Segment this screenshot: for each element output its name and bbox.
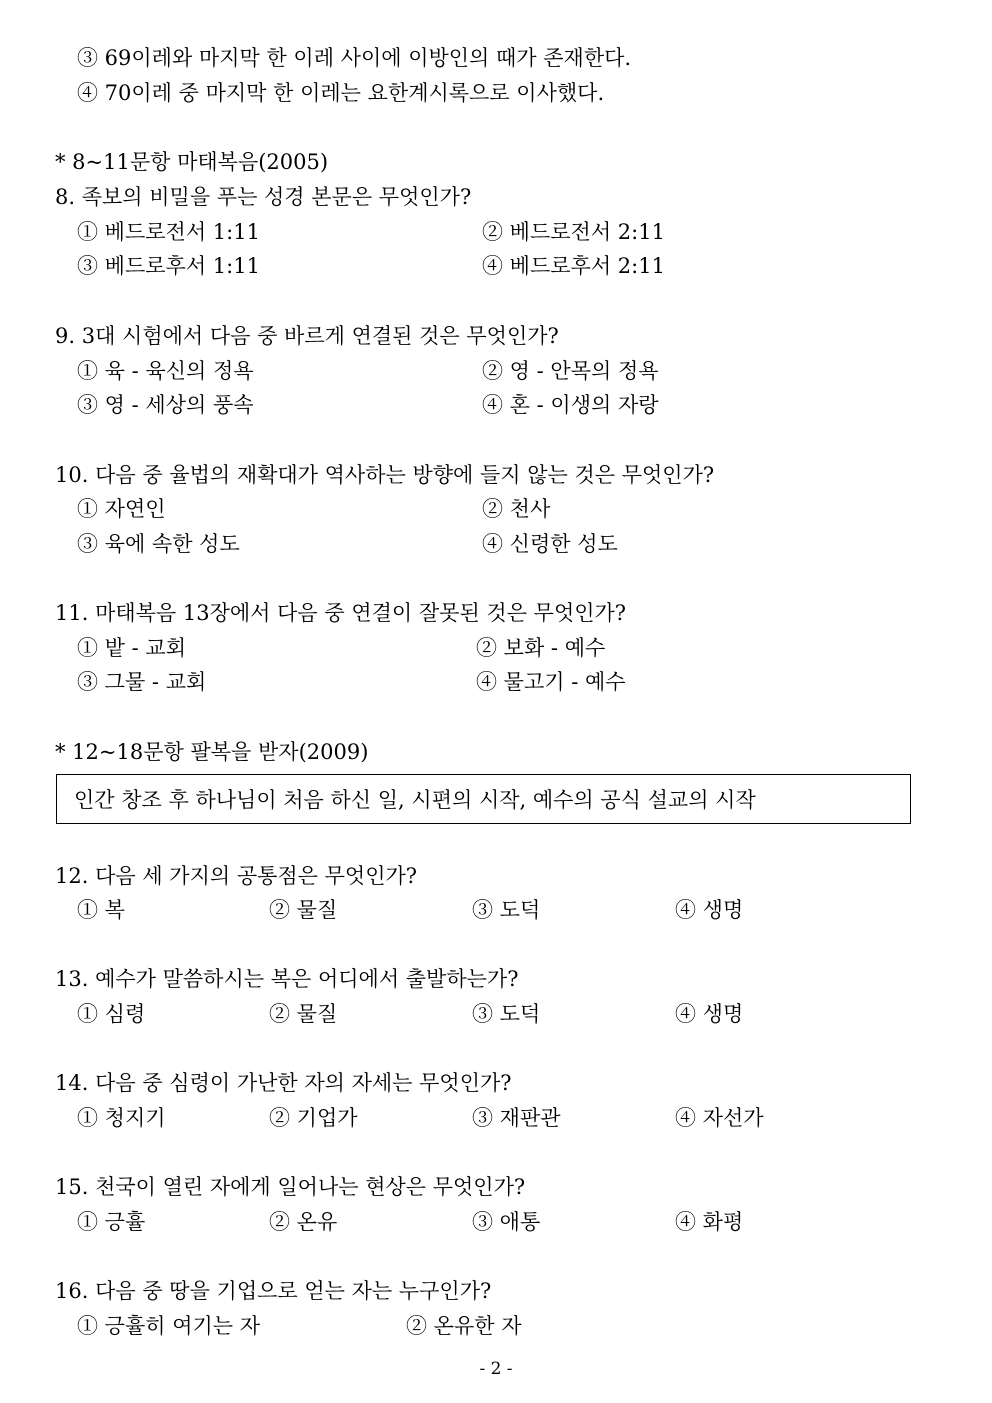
q11-option-1: ① 밭 - 교회 bbox=[77, 636, 186, 660]
q13-option-4: ④ 생명 bbox=[675, 1002, 744, 1026]
question-11: 11. 마태복음 13장에서 다음 중 연결이 잘못된 것은 무엇인가? bbox=[55, 601, 627, 625]
q16-option-1: ① 긍휼히 여기는 자 bbox=[77, 1314, 261, 1338]
q9-option-2: ② 영 - 안목의 정욕 bbox=[482, 359, 659, 383]
q9-option-1: ① 육 - 육신의 정욕 bbox=[77, 359, 254, 383]
question-8: 8. 족보의 비밀을 푸는 성경 본문은 무엇인가? bbox=[55, 185, 472, 209]
context-box-text: 인간 창조 후 하나님이 처음 하신 일, 시편의 시작, 예수의 공식 설교의 시작 bbox=[74, 788, 756, 812]
q12-option-3: ③ 도덕 bbox=[472, 898, 541, 922]
q13-option-1: ① 심령 bbox=[77, 1002, 146, 1026]
q14-option-2: ② 기업가 bbox=[269, 1106, 358, 1130]
question-12: 12. 다음 세 가지의 공통점은 무엇인가? bbox=[55, 864, 418, 888]
question-16: 16. 다음 중 땅을 기업으로 얻는 자는 누구인가? bbox=[55, 1279, 492, 1303]
q9-option-4: ④ 혼 - 이생의 자랑 bbox=[482, 393, 659, 417]
q12-option-4: ④ 생명 bbox=[675, 898, 744, 922]
q15-option-1: ① 긍휼 bbox=[77, 1210, 146, 1234]
q13-option-3: ③ 도덕 bbox=[472, 1002, 541, 1026]
q16-option-2: ② 온유한 자 bbox=[406, 1314, 522, 1338]
q11-option-3: ③ 그물 - 교회 bbox=[77, 670, 207, 694]
q10-option-3: ③ 육에 속한 성도 bbox=[77, 532, 240, 556]
q11-option-2: ② 보화 - 예수 bbox=[476, 636, 606, 660]
q11-option-4: ④ 물고기 - 예수 bbox=[476, 670, 626, 694]
q12-option-2: ② 물질 bbox=[269, 898, 338, 922]
question-9: 9. 3대 시험에서 다음 중 바르게 연결된 것은 무엇인가? bbox=[55, 324, 559, 348]
question-14: 14. 다음 중 심령이 가난한 자의 자세는 무엇인가? bbox=[55, 1071, 512, 1095]
q12-option-1: ① 복 bbox=[77, 898, 125, 922]
prev-option-4: ④ 70이레 중 마지막 한 이레는 요한계시록으로 이사했다. bbox=[77, 81, 605, 105]
q10-option-1: ① 자연인 bbox=[77, 497, 166, 521]
q10-option-2: ② 천사 bbox=[482, 497, 551, 521]
q15-option-4: ④ 화평 bbox=[675, 1210, 744, 1234]
question-13: 13. 예수가 말씀하시는 복은 어디에서 출발하는가? bbox=[55, 967, 519, 991]
q14-option-3: ③ 재판관 bbox=[472, 1106, 561, 1130]
prev-option-3: ③ 69이레와 마지막 한 이레 사이에 이방인의 때가 존재한다. bbox=[77, 46, 632, 70]
q15-option-3: ③ 애통 bbox=[472, 1210, 541, 1234]
q15-option-2: ② 온유 bbox=[269, 1210, 338, 1234]
q8-option-4: ④ 베드로후서 2:11 bbox=[482, 254, 665, 278]
q13-option-2: ② 물질 bbox=[269, 1002, 338, 1026]
page-number: - 2 - bbox=[479, 1359, 513, 1379]
section-heading-2: * 12~18문항 팔복을 받자(2009) bbox=[55, 740, 369, 764]
question-10: 10. 다음 중 율법의 재확대가 역사하는 방향에 들지 않는 것은 무엇인가? bbox=[55, 463, 715, 487]
q8-option-3: ③ 베드로후서 1:11 bbox=[77, 254, 260, 278]
question-15: 15. 천국이 열린 자에게 일어나는 현상은 무엇인가? bbox=[55, 1175, 526, 1199]
q8-option-2: ② 베드로전서 2:11 bbox=[482, 220, 665, 244]
q14-option-1: ① 청지기 bbox=[77, 1106, 166, 1130]
q14-option-4: ④ 자선가 bbox=[675, 1106, 764, 1130]
q8-option-1: ① 베드로전서 1:11 bbox=[77, 220, 260, 244]
q9-option-3: ③ 영 - 세상의 풍속 bbox=[77, 393, 254, 417]
q10-option-4: ④ 신령한 성도 bbox=[482, 532, 618, 556]
section-heading-1: * 8~11문항 마태복음(2005) bbox=[55, 150, 329, 174]
context-box bbox=[56, 774, 911, 824]
